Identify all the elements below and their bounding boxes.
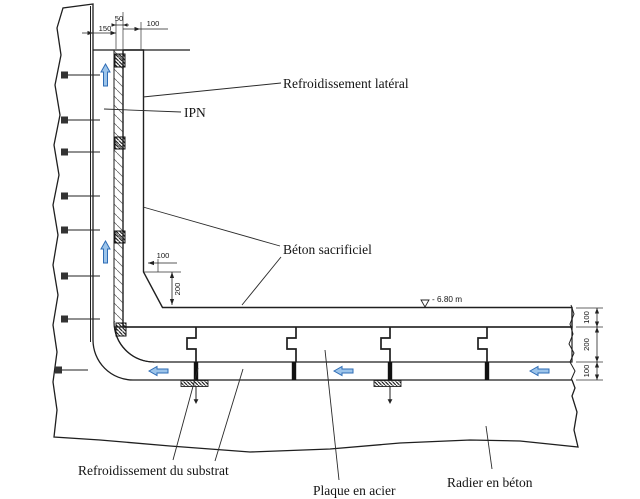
anchor-bolt xyxy=(61,72,100,79)
anchor-bolt xyxy=(61,149,100,156)
ipn-flange xyxy=(115,231,125,243)
elevation-text: - 6.80 m xyxy=(432,295,463,304)
leader-lines xyxy=(104,83,492,480)
anchor-bolt xyxy=(61,117,100,124)
dimension-top-group xyxy=(82,12,168,49)
dimension-chamfer-group xyxy=(144,251,182,305)
channel-support-pads xyxy=(181,381,401,405)
label-refroidissement-lateral: Refroidissement latéral xyxy=(283,76,409,91)
ipn-flange xyxy=(115,137,125,149)
dimension-text: 200 xyxy=(582,338,591,351)
plate-joint xyxy=(381,327,392,380)
anchor-bolt xyxy=(61,273,100,280)
anchor-bolt xyxy=(55,367,88,374)
text-labels xyxy=(78,76,533,498)
leader-refroidissement-lateral xyxy=(143,83,281,97)
ipn-flange xyxy=(116,323,126,336)
flow-arrow-up-icon xyxy=(101,64,110,86)
leader-radier-beton xyxy=(486,426,492,469)
dimension-text: 200 xyxy=(173,282,182,296)
dimension-text: 100 xyxy=(156,251,170,260)
support-pad xyxy=(374,381,401,387)
leader-refroidissement-substrat-1 xyxy=(215,369,243,461)
ipn-flange xyxy=(115,54,125,67)
cooling-flow-arrows xyxy=(101,64,549,376)
leader-beton-sacrificiel-1 xyxy=(143,207,280,246)
pit-wall-and-radier-concrete-mass xyxy=(53,4,578,452)
anchor-bolt xyxy=(61,316,100,323)
label-refroidissement-substrat: Refroidissement du substrat xyxy=(78,463,229,478)
flow-arrow-left-icon xyxy=(149,367,168,376)
dimension-right-group xyxy=(576,308,603,380)
plate-joint xyxy=(287,327,296,380)
dimension-text: 100 xyxy=(582,311,591,324)
sacrificial-concrete-section xyxy=(93,50,572,327)
anchor-bolt xyxy=(61,227,100,234)
label-plaque-acier: Plaque en acier xyxy=(313,483,396,498)
plate-joint xyxy=(478,327,489,380)
anchor-bolt xyxy=(61,193,100,200)
label-ipn: IPN xyxy=(184,105,206,120)
dimension-text: 150 xyxy=(98,24,112,33)
label-radier-beton: Radier en béton xyxy=(447,475,533,490)
flow-arrow-up-icon xyxy=(101,241,110,263)
flow-arrow-left-icon xyxy=(334,367,353,376)
leader-beton-sacrificiel-2 xyxy=(242,257,281,305)
flow-arrow-left-icon xyxy=(530,367,549,376)
dimension-text: 50 xyxy=(114,14,124,23)
label-beton-sacrificiel: Béton sacrificiel xyxy=(283,242,372,257)
elevation-marker xyxy=(421,295,462,307)
concrete-outline xyxy=(53,4,578,452)
dimension-text: 100 xyxy=(146,19,160,28)
dimension-text: 100 xyxy=(582,364,591,378)
